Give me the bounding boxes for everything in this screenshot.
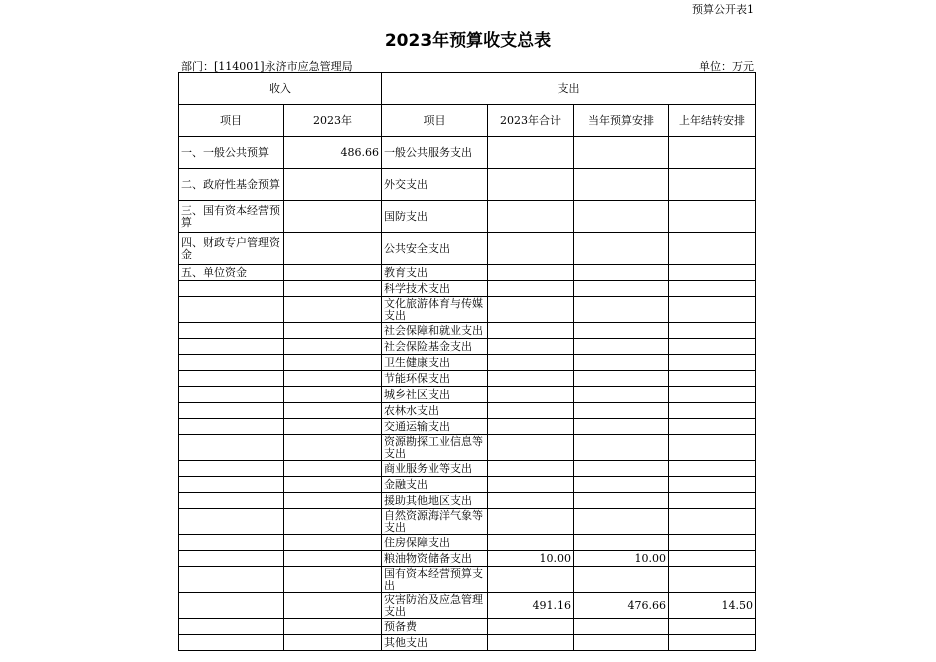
carryover-cell xyxy=(669,461,756,477)
current-budget-cell xyxy=(574,493,669,509)
income-value-cell xyxy=(284,461,382,477)
column-header-carryover: 上年结转安排 xyxy=(669,105,756,137)
carryover-cell xyxy=(669,493,756,509)
current-budget-cell xyxy=(574,281,669,297)
income-value-cell xyxy=(284,435,382,461)
expense-item-cell: 自然资源海洋气象等支出 xyxy=(382,509,488,535)
carryover-cell xyxy=(669,619,756,635)
current-budget-cell xyxy=(574,461,669,477)
table-row xyxy=(179,435,756,461)
expense-item-cell: 公共安全支出 xyxy=(382,233,488,265)
column-header-income-2023: 2023年 xyxy=(284,105,382,137)
carryover-cell xyxy=(669,567,756,593)
total-cell xyxy=(488,355,574,371)
total-cell: 10.00 xyxy=(488,551,574,567)
total-cell xyxy=(488,201,574,233)
income-item-cell xyxy=(179,323,284,339)
table-row xyxy=(179,477,756,493)
income-value-cell xyxy=(284,619,382,635)
total-cell xyxy=(488,137,574,169)
income-item-cell xyxy=(179,477,284,493)
carryover-cell xyxy=(669,323,756,339)
income-item-cell: 五、单位资金 xyxy=(179,265,284,281)
carryover-cell xyxy=(669,297,756,323)
income-item-cell: 一、一般公共预算 xyxy=(179,137,284,169)
table-number-label: 预算公开表1 xyxy=(692,3,754,16)
income-value-cell xyxy=(284,169,382,201)
expense-item-cell: 灾害防治及应急管理支出 xyxy=(382,593,488,619)
table-row xyxy=(179,509,756,535)
income-item-cell: 四、财政专户管理资金 xyxy=(179,233,284,265)
expense-item-cell: 文化旅游体育与传媒支出 xyxy=(382,297,488,323)
expense-item-cell: 住房保障支出 xyxy=(382,535,488,551)
income-value-cell xyxy=(284,387,382,403)
carryover-cell xyxy=(669,435,756,461)
total-cell xyxy=(488,635,574,651)
carryover-cell xyxy=(669,387,756,403)
total-cell xyxy=(488,233,574,265)
carryover-cell xyxy=(669,551,756,567)
table-row xyxy=(179,169,756,201)
income-value-cell xyxy=(284,339,382,355)
current-budget-cell xyxy=(574,567,669,593)
expense-item-cell: 城乡社区支出 xyxy=(382,387,488,403)
total-cell xyxy=(488,419,574,435)
income-item-cell xyxy=(179,419,284,435)
carryover-cell xyxy=(669,371,756,387)
current-budget-cell xyxy=(574,403,669,419)
expense-item-cell: 一般公共服务支出 xyxy=(382,137,488,169)
table-row xyxy=(179,371,756,387)
expense-item-cell: 卫生健康支出 xyxy=(382,355,488,371)
table-row xyxy=(179,493,756,509)
current-budget-cell: 10.00 xyxy=(574,551,669,567)
total-cell xyxy=(488,435,574,461)
current-budget-cell xyxy=(574,509,669,535)
expense-item-cell: 预备费 xyxy=(382,619,488,635)
table-row xyxy=(179,387,756,403)
current-budget-cell xyxy=(574,265,669,281)
income-value-cell xyxy=(284,371,382,387)
income-item-cell xyxy=(179,435,284,461)
income-value-cell xyxy=(284,281,382,297)
carryover-cell xyxy=(669,355,756,371)
income-item-cell xyxy=(179,535,284,551)
income-item-cell xyxy=(179,567,284,593)
income-item-cell: 三、国有资本经营预算 xyxy=(179,201,284,233)
department-label: 部门：[114001]永济市应急管理局 xyxy=(181,60,353,73)
income-item-cell xyxy=(179,281,284,297)
total-cell xyxy=(488,281,574,297)
income-value-cell xyxy=(284,551,382,567)
table-row xyxy=(179,593,756,619)
column-header-current-year: 当年预算安排 xyxy=(574,105,669,137)
income-section-header: 收入 xyxy=(179,73,382,105)
expense-item-cell: 其他支出 xyxy=(382,635,488,651)
total-cell xyxy=(488,339,574,355)
total-cell xyxy=(488,371,574,387)
carryover-cell xyxy=(669,535,756,551)
expense-item-cell: 农林水支出 xyxy=(382,403,488,419)
table-row xyxy=(179,265,756,281)
income-value-cell xyxy=(284,535,382,551)
income-item-cell xyxy=(179,593,284,619)
income-item-cell xyxy=(179,619,284,635)
income-value-cell xyxy=(284,509,382,535)
expense-item-cell: 教育支出 xyxy=(382,265,488,281)
income-item-cell xyxy=(179,403,284,419)
income-value-cell xyxy=(284,419,382,435)
income-item-cell xyxy=(179,493,284,509)
income-value-cell xyxy=(284,233,382,265)
expense-item-cell: 社会保险基金支出 xyxy=(382,339,488,355)
table-row xyxy=(179,233,756,265)
income-value-cell xyxy=(284,567,382,593)
total-cell xyxy=(488,619,574,635)
page-title: 2023年预算收支总表 xyxy=(384,31,552,51)
table-row xyxy=(179,355,756,371)
current-budget-cell xyxy=(574,355,669,371)
income-value-cell xyxy=(284,493,382,509)
current-budget-cell xyxy=(574,635,669,651)
income-item-cell xyxy=(179,297,284,323)
table-row xyxy=(179,403,756,419)
total-cell xyxy=(488,169,574,201)
carryover-cell xyxy=(669,403,756,419)
income-item-cell: 二、政府性基金预算 xyxy=(179,169,284,201)
current-budget-cell: 476.66 xyxy=(574,593,669,619)
expense-item-cell: 援助其他地区支出 xyxy=(382,493,488,509)
current-budget-cell xyxy=(574,137,669,169)
current-budget-cell xyxy=(574,297,669,323)
table-row xyxy=(179,461,756,477)
income-value-cell xyxy=(284,297,382,323)
table-row xyxy=(179,137,756,169)
current-budget-cell xyxy=(574,323,669,339)
table-row xyxy=(179,323,756,339)
expense-item-cell: 外交支出 xyxy=(382,169,488,201)
total-cell xyxy=(488,297,574,323)
income-item-cell xyxy=(179,461,284,477)
table-row xyxy=(179,535,756,551)
expense-section-header: 支出 xyxy=(382,73,756,105)
table-body xyxy=(179,137,756,651)
carryover-cell: 14.50 xyxy=(669,593,756,619)
total-cell xyxy=(488,265,574,281)
total-cell xyxy=(488,493,574,509)
expense-item-cell: 商业服务业等支出 xyxy=(382,461,488,477)
column-header-expense-item: 项目 xyxy=(382,105,488,137)
carryover-cell xyxy=(669,509,756,535)
table-row xyxy=(179,619,756,635)
total-cell xyxy=(488,461,574,477)
expense-item-cell: 交通运输支出 xyxy=(382,419,488,435)
income-item-cell xyxy=(179,355,284,371)
table-row xyxy=(179,567,756,593)
income-item-cell xyxy=(179,635,284,651)
income-value-cell xyxy=(284,201,382,233)
total-cell xyxy=(488,403,574,419)
income-value-cell xyxy=(284,635,382,651)
expense-item-cell: 国防支出 xyxy=(382,201,488,233)
table-row xyxy=(179,297,756,323)
expense-item-cell: 金融支出 xyxy=(382,477,488,493)
income-value-cell xyxy=(284,355,382,371)
expense-item-cell: 国有资本经营预算支出 xyxy=(382,567,488,593)
expense-item-cell: 社会保障和就业支出 xyxy=(382,323,488,339)
current-budget-cell xyxy=(574,233,669,265)
carryover-cell xyxy=(669,419,756,435)
carryover-cell xyxy=(669,265,756,281)
table-row xyxy=(179,551,756,567)
table-row xyxy=(179,339,756,355)
current-budget-cell xyxy=(574,619,669,635)
carryover-cell xyxy=(669,635,756,651)
total-cell xyxy=(488,535,574,551)
carryover-cell xyxy=(669,281,756,297)
current-budget-cell xyxy=(574,535,669,551)
current-budget-cell xyxy=(574,371,669,387)
total-cell xyxy=(488,387,574,403)
expense-item-cell: 科学技术支出 xyxy=(382,281,488,297)
income-item-cell xyxy=(179,371,284,387)
current-budget-cell xyxy=(574,435,669,461)
carryover-cell xyxy=(669,339,756,355)
budget-summary-table xyxy=(178,72,756,651)
income-value-cell xyxy=(284,265,382,281)
income-value-cell: 486.66 xyxy=(284,137,382,169)
expense-item-cell: 粮油物资储备支出 xyxy=(382,551,488,567)
carryover-cell xyxy=(669,233,756,265)
column-header-income-item: 项目 xyxy=(179,105,284,137)
carryover-cell xyxy=(669,169,756,201)
total-cell xyxy=(488,509,574,535)
column-header-total-2023: 2023年合计 xyxy=(488,105,574,137)
income-value-cell xyxy=(284,403,382,419)
current-budget-cell xyxy=(574,387,669,403)
income-value-cell xyxy=(284,593,382,619)
income-item-cell xyxy=(179,509,284,535)
current-budget-cell xyxy=(574,419,669,435)
current-budget-cell xyxy=(574,201,669,233)
table-row xyxy=(179,419,756,435)
income-value-cell xyxy=(284,477,382,493)
total-cell xyxy=(488,323,574,339)
income-item-cell xyxy=(179,387,284,403)
table-row xyxy=(179,635,756,651)
table-row xyxy=(179,201,756,233)
unit-label: 单位：万元 xyxy=(699,60,754,73)
carryover-cell xyxy=(669,201,756,233)
carryover-cell xyxy=(669,137,756,169)
expense-item-cell: 节能环保支出 xyxy=(382,371,488,387)
income-item-cell xyxy=(179,551,284,567)
total-cell xyxy=(488,477,574,493)
income-value-cell xyxy=(284,323,382,339)
carryover-cell xyxy=(669,477,756,493)
table-row xyxy=(179,281,756,297)
current-budget-cell xyxy=(574,169,669,201)
total-cell xyxy=(488,567,574,593)
income-item-cell xyxy=(179,339,284,355)
current-budget-cell xyxy=(574,339,669,355)
total-cell: 491.16 xyxy=(488,593,574,619)
current-budget-cell xyxy=(574,477,669,493)
expense-item-cell: 资源勘探工业信息等支出 xyxy=(382,435,488,461)
